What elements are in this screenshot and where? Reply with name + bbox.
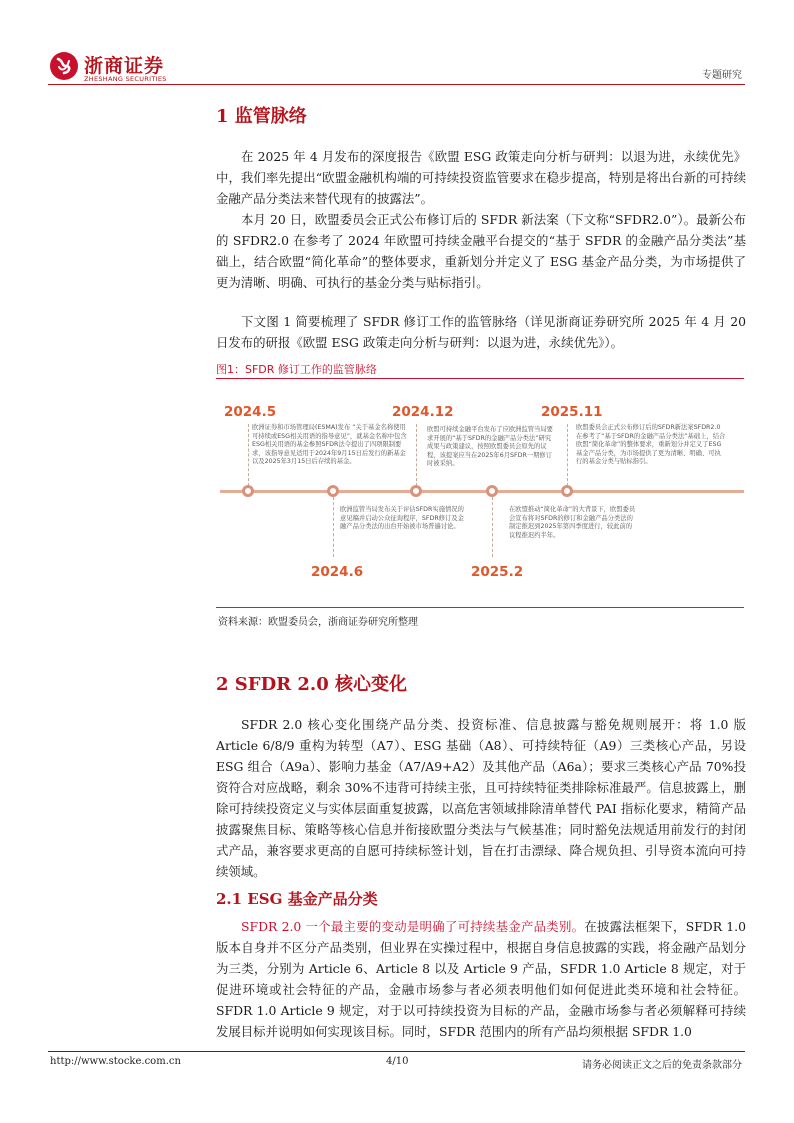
paragraph [216,916,746,1042]
paragraph: 下文图 1 简要梳理了 SFDR 修订工作的监管脉络（详见浙商证券研究所 2025 年 4 月 20 日发布的研报《欧盟 ESG 政策走向分析与研判：以退为进，永续优先》）。 [216,314,746,350]
paragraph: 在 2025 年 4 月发布的深度报告《欧盟 ESG 政策走向分析与研判：以退为进，永续优先》中，我们率先提出“欧盟金融机构端的可持续投资监管要求在稳步提高，特别是将出台新的可持续金融产品分类法来替代现有的披露法”。 [216,149,746,206]
brand-name: 浙商证券 [84,55,165,77]
body-text: 在披露法框架下，SFDR 1.0 版本自身并不区分产品类别，但业界在实操过程中，根据自身信息披露的实践，将金融产品划分为三类，分别为 Article 6、Article 8 以及 Article 9 产品，SFDR 1.0 Article 8 规定，对于促进环境或社会特征的产品，金融市场参与者必须表明他们如何促进此类环境和社会特征。SFDR 1.0 Article 9 规定，对于以可持续投资为目标的产品，金融市场参与者必须解释可持续发展目标并说明如何实现该目标。同时，SFDR 范围内的所有产品均须根据 SFDR 1.0 [216,919,746,1039]
doc-type-label: 专题研究 [702,70,742,81]
section-title-1: 1 监管脉络 [216,106,307,127]
subsection-title: 2.1 ESG 基金产品分类 [216,890,378,908]
page-number: 4/10 [386,1056,409,1067]
timeline-axis [220,490,744,493]
paragraph: SFDR 2.0 核心变化围绕产品分类、投资标准、信息披露与豁免规则展开：将 1.0 版 Article 6/8/9 重构为转型（A7）、ESG 基础（A8）、可持续特征（A9）三类核心产品，另设 ESG 组合（A9a）、影响力基金（A7/A9+A2）及其他产品（A6a）；要求三类核心产品 70%投资符合对应战略，剩余 30%不违背可持续主张，且可持续特征类排除标准最严。信息披露上，删除可持续投资定义与实体层面重复披露，以高危害领域排除清单替代 PAI 指标化要求，精简产品披露聚焦目标、策略等核心信息并衔接欧盟分类法与气候基准；同时豁免法规适用前发行的封闭式产品，兼容要求更高的自愿可持续标签计划，旨在打击漂绿、降合规负担、引导资本流向可持续领域。 [216,717,746,879]
timeline-connector [492,497,493,557]
timeline-event-text: 在欧盟推动“简化革命”的大背景下，欧盟委员会宣布将对SFDR的修订和金融产品分类法的制定推迟到2025年第四季度进行，较此前的议程推迟约半年。 [509,506,636,539]
timeline-date: 2025.2 [471,564,524,580]
timeline-connector [416,424,417,486]
brand-logo-icon [50,52,78,80]
timeline-dot [410,485,422,497]
footer-url-link[interactable]: http://www.stocke.com.cn [50,1056,181,1067]
timeline-event-text: 欧盟委员会正式公布修订后的SFDR新法案SFDR2.0在参考了“基于SFDR的金融产品分类法”基础上，结合欧盟“简化革命”的整体要求，重新划分并定义了ESG基金产品分类，为市场提供了更为清晰、明确、可执行的基金分类与贴标指引。 [576,424,726,465]
highlight-text: SFDR 2.0 一个最主要的变动是明确了可持续基金产品类别。 [241,919,585,934]
timeline-connector [333,497,334,557]
timeline-dot [486,485,498,497]
figure-caption: 图1：SFDR 修订工作的监管脉络 [216,363,377,376]
timeline-date: 2024.6 [311,564,364,580]
brand-name-en: ZHESHANG SECURITIES [84,75,167,83]
timeline-connector [248,424,249,486]
figure-top-rule [216,378,744,379]
timeline-event-text: 欧盟可持续金融平台发布了应欧洲监管当局要求开展的“基于SFDR的金融产品分类法”研究成果与政策建议，按照欧盟委员会原先的议程，该提案应当在2025年6月SFDR一期修订时被采纳。 [427,426,553,467]
section-title-2: 2 SFDR 2.0 核心变化 [216,674,407,695]
timeline-date: 2024.12 [392,404,454,420]
timeline-connector [567,424,568,486]
timeline-date: 2025.11 [541,404,603,420]
paragraph: 本月 20 日，欧盟委员会正式公布修订后的 SFDR 新法案（下文称“SFDR2.0”）。最新公布的 SFDR2.0 在参考了 2024 年欧盟可持续金融平台提交的“基于 SFDR 的金融产品分类法”基础上，结合欧盟“简化革命”的整体要求，重新划分并定义了 ESG 基金产品分类，为市场提供了更为清晰、明确、可执行的基金分类与贴标指引。 [216,212,746,290]
figure-source: 资料来源：欧盟委员会，浙商证券研究所整理 [218,617,418,628]
footer-divider [48,1051,745,1052]
timeline-dot [561,485,573,497]
header-divider [48,84,745,85]
figure-bottom-rule [216,607,744,608]
timeline-dot [327,485,339,497]
footer-disclaimer: 请务必阅读正文之后的免责条款部分 [582,1060,742,1071]
timeline-event-text: 欧洲监管当局发布关于评估SFDR实施情况的意见稿并启动公众征询程序，SFDR修订及金融产品分类法的出台开始被市场普遍讨论。 [340,506,464,530]
timeline-event-text: 欧洲证券和市场管理局(ESMA)发布 “关于基金名称使用可持续或ESG相关用语的指导意见”，就基金名称中包含ESG相关用语的基金参照SFDR法令提出了四项限制要求，该指导意见适用于2024年9月15日后发行的新基金以及2025年3月15日后存续的基金。 [252,424,407,465]
timeline-date: 2024.5 [224,404,277,420]
timeline-dot [242,485,254,497]
